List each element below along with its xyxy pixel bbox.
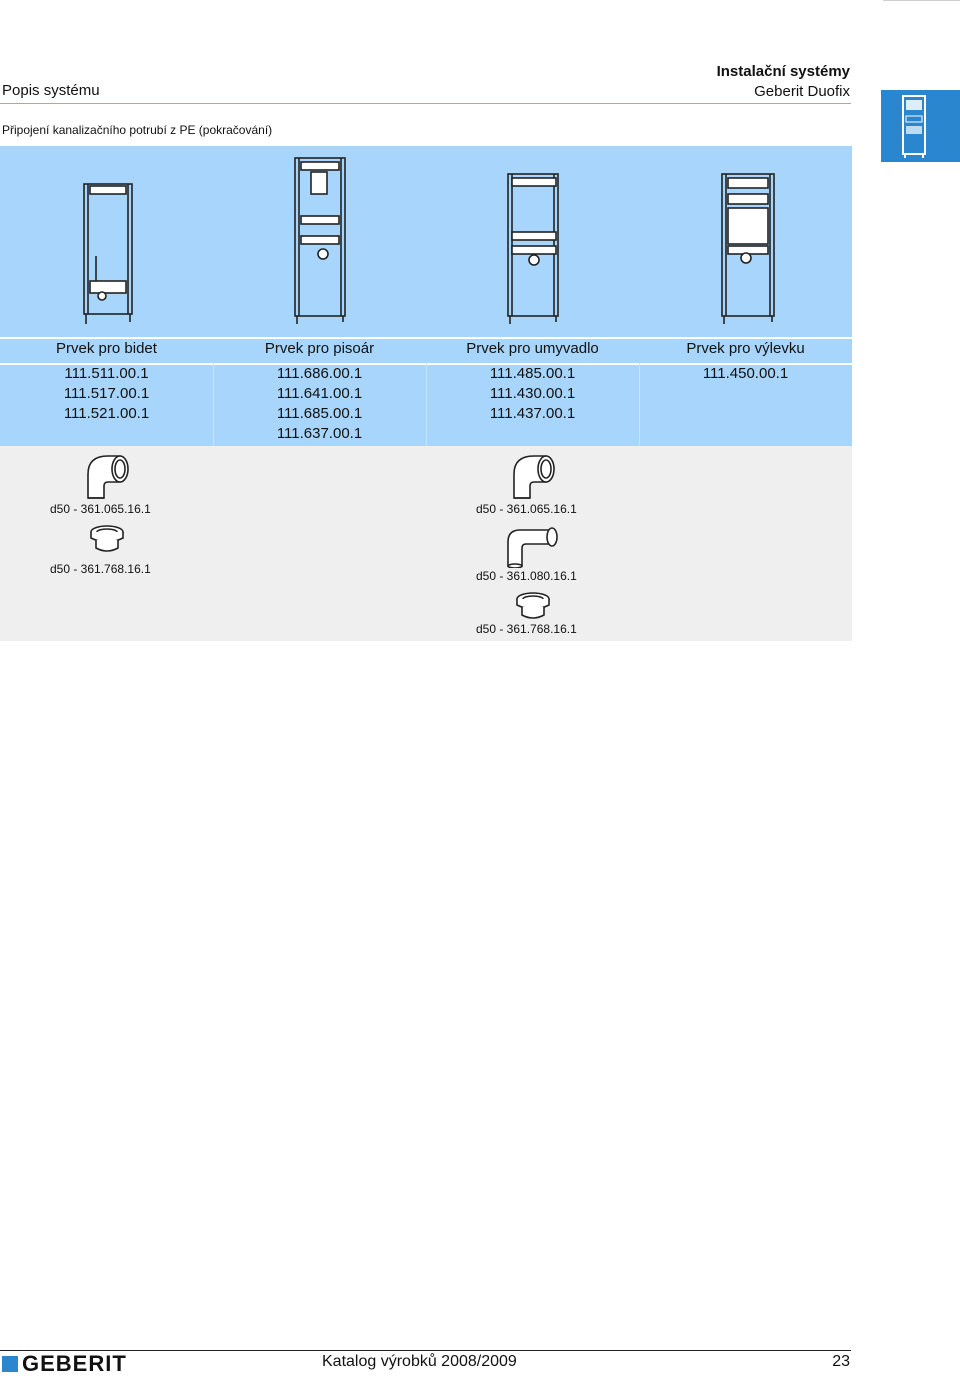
section-title: Popis systému <box>2 82 100 99</box>
article-number: 111.521.00.1 <box>63 405 150 422</box>
column-name-washbasin: Prvek pro umyvadlo <box>466 340 599 357</box>
codes-slop-sink <box>639 364 852 384</box>
codes-urinal <box>213 364 426 444</box>
article-number: 111.685.00.1 <box>276 405 363 422</box>
elbow-bend-icon <box>510 452 558 500</box>
chapter-tab <box>881 90 960 162</box>
seal-ring-icon <box>88 524 126 556</box>
seal-ring-icon <box>514 591 552 623</box>
codes-washbasin <box>426 364 639 424</box>
brand-logo-square <box>2 1356 18 1372</box>
elbow-bend-icon <box>84 452 132 500</box>
washbasin-frame-image <box>498 146 578 336</box>
column-name-bidet: Prvek pro bidet <box>56 340 157 357</box>
codes-bidet <box>0 364 213 424</box>
frame-thumbnail-icon <box>881 90 960 162</box>
article-number: 111.686.00.1 <box>276 365 363 382</box>
article-number: 111.641.00.1 <box>276 385 363 402</box>
accessory-label: d50 - 361.065.16.1 <box>50 502 151 516</box>
column-name-urinal: Prvek pro pisoár <box>264 340 375 357</box>
page-subtitle: Připojení kanalizačního potrubí z PE (pokračování) <box>2 123 273 137</box>
slop-sink-frame-image <box>712 146 792 336</box>
article-number: 111.450.00.1 <box>702 365 789 382</box>
header-right <box>717 62 850 102</box>
accessory-label: d50 - 361.080.16.1 <box>476 569 577 583</box>
urinal-frame-image <box>285 146 365 336</box>
page-number: 23 <box>832 1353 850 1370</box>
article-number: 111.430.00.1 <box>489 385 576 402</box>
article-number: 111.485.00.1 <box>489 365 576 382</box>
article-number: 111.637.00.1 <box>276 425 363 442</box>
header-title: Instalační systémy <box>716 63 850 80</box>
header-product: Geberit Duofix <box>754 83 850 100</box>
pipe-bend-icon <box>504 522 560 568</box>
accessory-label: d50 - 361.065.16.1 <box>476 502 577 516</box>
accessory-label: d50 - 361.768.16.1 <box>476 622 577 636</box>
footer-rule <box>0 1350 851 1351</box>
column-name-slop-sink: Prvek pro výlevku <box>686 340 805 357</box>
header-rule <box>0 103 851 104</box>
top-edge-line <box>883 0 960 1</box>
bidet-frame-image <box>70 146 150 336</box>
accessory-label: d50 - 361.768.16.1 <box>50 562 151 576</box>
article-number: 111.517.00.1 <box>63 385 150 402</box>
article-number: 111.437.00.1 <box>489 405 576 422</box>
article-number: 111.511.00.1 <box>64 365 149 382</box>
brand-logo: GEBERIT <box>22 1351 127 1376</box>
catalog-title: Katalog výrobků 2008/2009 <box>322 1353 517 1370</box>
